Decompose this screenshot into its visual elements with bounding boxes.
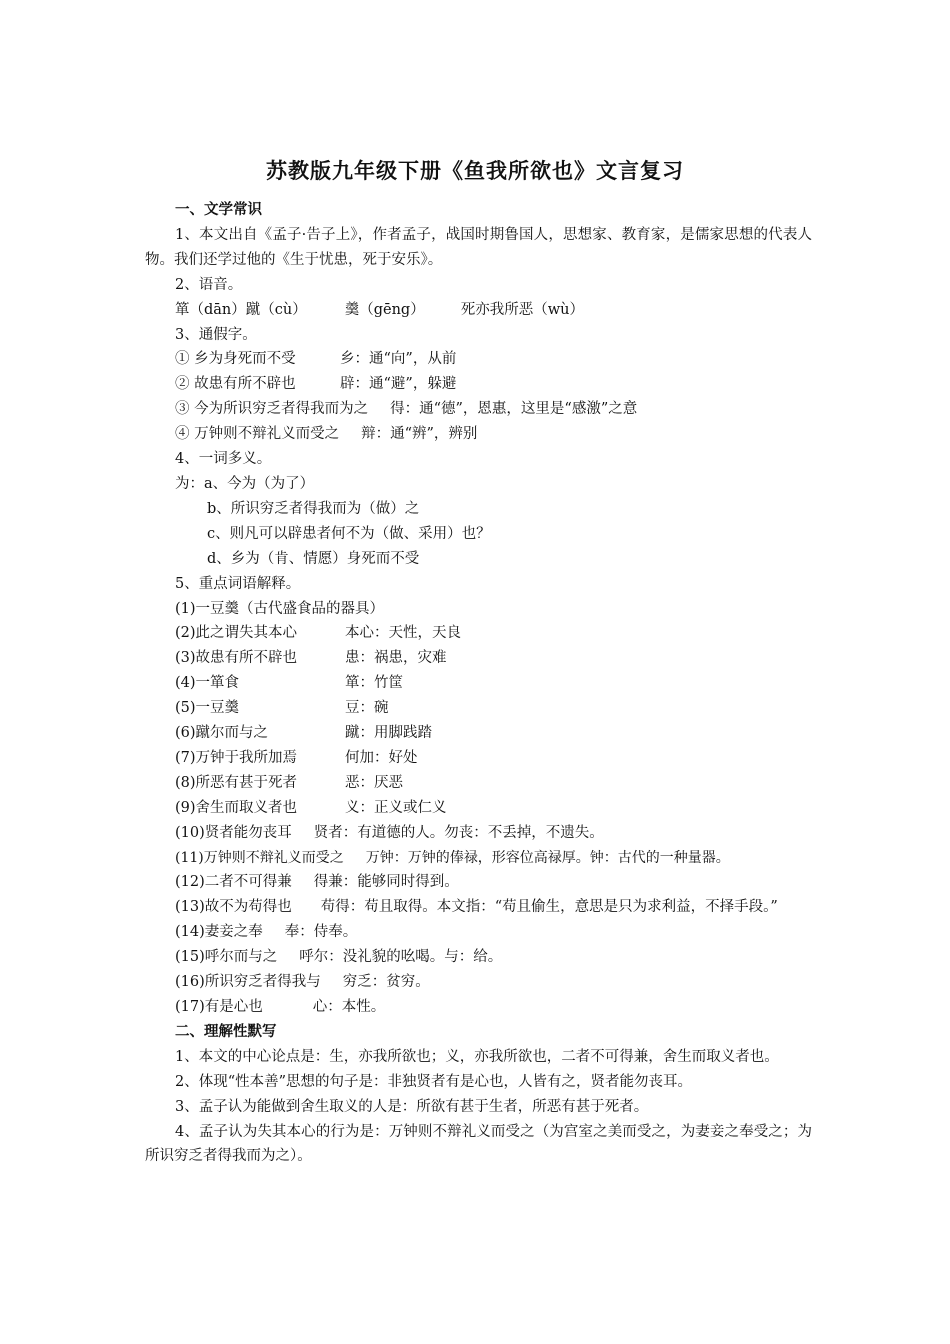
vocab-row: (6)蹴尔而与之 蹴：用脚践踏 (175, 725, 432, 742)
polysemy-item: 为：a、今为（为了） (175, 475, 315, 492)
polysemy-item: c、则凡可以辟患者何不为（做、采用）也？ (207, 525, 491, 542)
vocab-row: (5)一豆羹 豆：碗 (175, 700, 389, 717)
tongjia-row: ① 乡为身死而不受 乡：通“向”，从前 (175, 351, 457, 368)
page-title: 苏教版九年级下册《鱼我所欲也》文言复习 (266, 159, 684, 183)
vocab-row: (2)此之谓失其本心 本心：天性，天良 (175, 625, 461, 642)
vocab-row: (11)万钟则不辩礼义而受之 万钟：万钟的俸禄，形容位高禄厚。钟：古代的一种量器。 (175, 849, 730, 866)
recitation-item: 3、孟子认为能做到舍生取义的人是：所欲有甚于生者，所恶有甚于死者。 (175, 1098, 649, 1115)
vocab-row: (3)故患有所不辟也 患：祸患，灾难 (175, 650, 447, 667)
vocab-row: (1)一豆羹（古代盛食品的器具） (175, 600, 385, 617)
vocab-row: (14)妻妾之奉 奉：侍奉。 (175, 924, 358, 941)
tongjia-row: ③ 今为所识穷乏者得我而为之 得：通“德”，恩惠，这里是“感激”之意 (175, 401, 638, 418)
subheading-polysemy: 4、一词多义。 (175, 451, 272, 468)
recitation-item: 4、孟子认为失其本心的行为是：万钟则不辩礼义而受之（为宫室之美而受之，为妻妾之奉受之；为所识穷乏者得我而为之）。 (145, 1123, 812, 1165)
recitation-item: 2、体现“性本善”思想的句子是：非独贤者有是心也，人皆有之，贤者能勿丧耳。 (175, 1073, 693, 1090)
vocab-row: (12)二者不可得兼 得兼：能够同时得到。 (175, 874, 459, 891)
pron-item: 死亦我所恶（wù） (460, 301, 584, 318)
pron-item: 羹（gēng） (344, 301, 425, 318)
subheading-tongjia: 3、通假字。 (175, 326, 257, 343)
polysemy-item: d、乡为（肯、情愿）身死而不受 (207, 550, 420, 567)
vocab-row: (4)一箪食 箪：竹筐 (175, 675, 403, 692)
subheading-vocabulary: 5、重点词语解释。 (175, 575, 301, 592)
vocab-row: (16)所识穷乏者得我与 穷乏：贫穷。 (175, 974, 430, 991)
document-body (145, 198, 812, 1169)
subheading-pronunciation: 2、语音。 (175, 276, 243, 293)
vocab-row: (15)呼尔而与之 呼尔：没礼貌的吆喝。与：给。 (175, 949, 503, 966)
vocab-row: (7)万钟于我所加焉 何加：好处 (175, 749, 418, 766)
section-heading-literary: 一、文学常识 (175, 202, 262, 218)
tongjia-row: ② 故患有所不辟也 辟：通“避”，躲避 (175, 376, 457, 393)
vocab-row: (10)贤者能勿丧耳 贤者：有道德的人。勿丧：不丢掉，不遗失。 (175, 824, 604, 841)
paragraph-source: 1、本文出自《孟子·告子上》，作者孟子，战国时期鲁国人，思想家、教育家，是儒家思想的代表人物。我们还学过他的《生于忧患，死于安乐》。 (145, 226, 812, 268)
pronunciation-line (145, 298, 812, 323)
vocab-row: (8)所恶有甚于死者 恶：厌恶 (175, 774, 403, 791)
pron-item: 箪（dān）蹴（cù） (175, 301, 307, 318)
section-heading-recitation: 二、理解性默写 (175, 1023, 277, 1040)
vocab-row: (9)舍生而取义者也 义：正义或仁义 (175, 799, 447, 816)
tongjia-row: ④ 万钟则不辩礼义而受之 辩：通“辨”，辨别 (175, 426, 478, 443)
polysemy-item: b、所识穷乏者得我而为（做）之 (207, 500, 420, 517)
vocab-row: (13)故不为苟得也 苟得：苟且取得。本文指：“苟且偷生，意思是只为求利益，不择手段。” (175, 899, 778, 916)
recitation-item: 1、本文的中心论点是：生，亦我所欲也；义，亦我所欲也，二者不可得兼，舍生而取义者也。 (175, 1048, 779, 1065)
vocab-row: (17)有是心也 心：本性。 (175, 999, 386, 1015)
